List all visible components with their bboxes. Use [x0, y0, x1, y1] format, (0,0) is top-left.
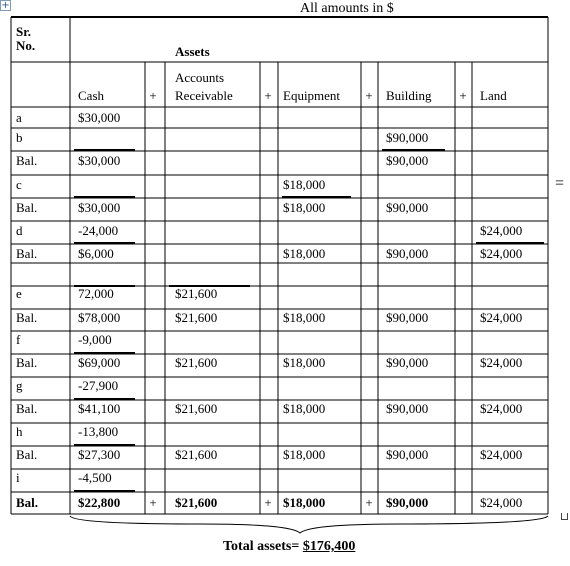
cash-cell: $69,000 [78, 355, 121, 370]
row-label: Bal. [16, 447, 38, 462]
cash-cell: $30,000 [78, 200, 121, 215]
plus-sign: + [264, 88, 272, 103]
cash-cell: $78,000 [78, 310, 121, 325]
total-assets-label: Total assets= [223, 539, 300, 554]
row-label: a [16, 110, 22, 125]
row-label: g [16, 378, 23, 393]
row-label: e [16, 286, 22, 301]
plus-sign: + [149, 88, 157, 103]
building-cell: $90,000 [386, 153, 429, 168]
equipment-cell: $18,000 [283, 246, 326, 261]
building-header: Building [386, 88, 432, 103]
land-header: Land [480, 88, 507, 103]
building-cell: $90,000 [386, 401, 429, 416]
row-label: c [16, 177, 22, 192]
row-label: Bal. [16, 355, 38, 370]
bracket-mark [561, 513, 568, 520]
row-label: i [16, 470, 20, 485]
equipment-cell: $18,000 [283, 355, 326, 370]
ar-header: Receivable [175, 88, 233, 103]
cash-cell: $6,000 [78, 246, 114, 261]
land-cell: $24,000 [480, 355, 523, 370]
row-label: Bal. [16, 153, 38, 168]
move-handle-icon[interactable]: + [1, 0, 10, 11]
land-cell: $24,000 [480, 246, 523, 261]
assets-header: Assets [175, 44, 210, 59]
building-cell: $90,000 [386, 447, 429, 462]
plus-sign: + [264, 495, 272, 510]
building-cell: $90,000 [386, 130, 429, 145]
cash-header: Cash [78, 88, 104, 103]
row-label: d [16, 223, 23, 238]
amounts-note: All amounts in $ [300, 1, 394, 16]
final-land: $24,000 [480, 495, 523, 510]
sr-no-header: No. [16, 38, 36, 53]
building-cell: $90,000 [386, 310, 429, 325]
cash-cell: $41,100 [78, 401, 121, 416]
cash-cell: -9,000 [78, 332, 112, 347]
ar-header: Accounts [175, 70, 225, 85]
equipment-cell: $18,000 [283, 401, 326, 416]
final-building: $90,000 [386, 495, 429, 510]
land-cell: $24,000 [480, 310, 523, 325]
plus-sign: + [149, 495, 157, 510]
total-assets [223, 539, 355, 555]
cash-cell: -24,000 [78, 223, 119, 238]
final-ar: $21,600 [175, 495, 218, 510]
plus-sign: + [459, 88, 467, 103]
ar-cell: $21,600 [175, 401, 218, 416]
ar-cell: $21,600 [175, 447, 218, 462]
row-label: h [16, 424, 23, 439]
final-row-label: Bal. [16, 495, 39, 510]
equipment-cell: $18,000 [283, 200, 326, 215]
ar-cell: $21,600 [175, 355, 218, 370]
cash-cell: -4,500 [78, 470, 112, 485]
equipment-cell: $18,000 [283, 447, 326, 462]
final-cash: $22,800 [78, 495, 121, 510]
cash-cell: -13,800 [78, 424, 119, 439]
plus-sign: + [365, 495, 373, 510]
building-cell: $90,000 [386, 355, 429, 370]
cash-cell: 72,000 [78, 286, 114, 301]
equals-sign: = [555, 175, 565, 192]
total-brace [70, 516, 548, 533]
land-cell: $24,000 [480, 223, 523, 238]
land-cell: $24,000 [480, 447, 523, 462]
equipment-cell: $18,000 [283, 177, 326, 192]
sr-no-header: Sr. [16, 24, 32, 39]
total-assets-value: $176,400 [302, 539, 356, 554]
cash-cell: -27,900 [78, 378, 119, 393]
ar-cell: $21,600 [175, 310, 218, 325]
building-cell: $90,000 [386, 246, 429, 261]
land-cell: $24,000 [480, 401, 523, 416]
row-label: Bal. [16, 246, 38, 261]
ar-cell: $21,600 [175, 286, 218, 301]
equipment-header: Equipment [283, 88, 341, 103]
final-equipment: $18,000 [283, 495, 326, 510]
row-label: f [16, 332, 21, 347]
equipment-cell: $18,000 [283, 310, 326, 325]
building-cell: $90,000 [386, 200, 429, 215]
cash-cell: $30,000 [78, 153, 121, 168]
row-label: b [16, 130, 23, 145]
row-label: Bal. [16, 401, 38, 416]
row-label: Bal. [16, 200, 38, 215]
row-label: Bal. [16, 310, 38, 325]
cash-cell: $30,000 [78, 110, 121, 125]
plus-sign: + [365, 88, 373, 103]
cash-cell: $27,300 [78, 447, 121, 462]
